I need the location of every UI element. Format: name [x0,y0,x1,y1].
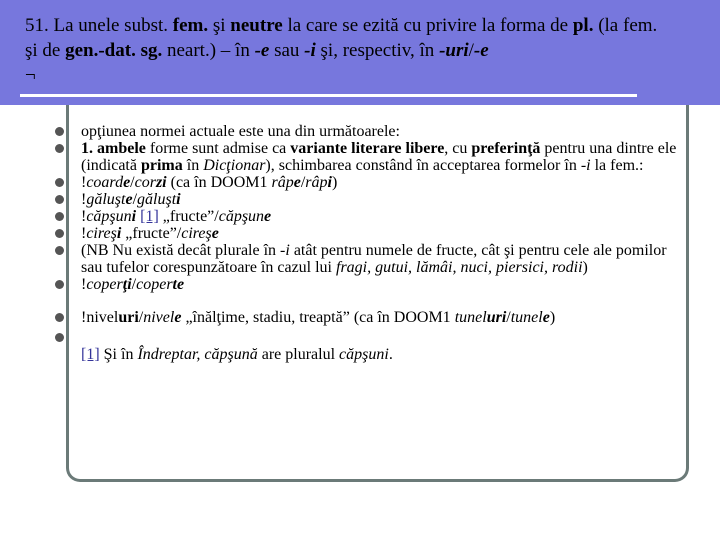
footnote-text: are pluralul [257,346,340,363]
spacer [55,293,685,309]
item-text: e [125,191,133,208]
bullet-icon [55,333,64,342]
title-text: fem. [172,15,209,36]
bullet-icon [55,127,64,136]
item-text: căpşun [86,208,132,225]
footnote-text: Şi în [99,346,138,363]
item-text: e [264,208,272,225]
item-text: ) [331,174,338,191]
bullet-icon [55,195,64,204]
footnote-link[interactable]: [1] [140,208,159,225]
item-text: coper [86,276,123,293]
footnote-text: căpşuni [339,346,389,363]
title-text: la care se ezită cu privire la forma de [282,15,573,36]
slide-title [25,13,665,88]
item-text: (ca în DOOM1 [166,174,272,191]
item-text: râp [271,174,294,191]
item-text: uri [486,309,507,326]
item-text: fragi, gutui, lămâi, nuci, piersici, rodii [336,259,583,276]
title-text: 51. La unele subst. [25,15,173,36]
title-text: sau [269,40,305,61]
item-text: 1. ambele [81,140,146,157]
list-item [55,225,685,242]
item-text: i [116,225,122,242]
item-text: cireş [181,225,212,242]
item-text: ), schimbarea constând în acceptarea formelor în [265,157,581,174]
list-item [55,208,685,225]
item-text: Dicţionar [203,157,266,174]
item-text: te [172,276,185,293]
list-item [55,140,685,174]
item-text: râp [305,174,328,191]
bullet-icon [55,178,64,187]
bullet-icon [55,212,64,221]
bullet-icon [55,246,64,255]
item-text: i [176,191,181,208]
title-text: -uri [439,40,469,61]
item-text: „fructe”/ [158,208,219,225]
item-text: forme sunt admise ca [145,140,291,157]
title-text: -e [254,40,270,61]
item-text: / [300,174,306,191]
item-text: (NB Nu există decât plurale în [81,242,281,259]
item-text: pentru una dintre ele (indicată [81,140,677,174]
header-divider [20,94,637,97]
title-text: ¬ [25,65,36,86]
item-text: uri [118,309,139,326]
item-text: coper [136,276,173,293]
item-text: / [132,191,138,208]
slide-header [0,0,720,105]
list-item [55,309,685,326]
item-text: ) [549,309,556,326]
item-text: „înălţime, stadiu, treaptă” (ca în DOOM1 [181,309,455,326]
title-text: (la fem. şi de [25,15,658,61]
footnote-item [55,329,685,363]
title-text: -i [304,40,316,61]
list-item [55,242,685,276]
item-text: e [174,309,182,326]
item-text: e [211,225,219,242]
item-text: nivel [143,309,175,326]
title-text: -e [473,40,489,61]
item-text: e [293,174,301,191]
title-text: neutre [230,15,283,36]
item-text: variante literare libere [290,140,445,157]
item-text: găluşt [137,191,177,208]
item-text: tunel [510,309,543,326]
title-text: neart.) – în [162,40,255,61]
item-text: prima [140,157,183,174]
item-text: , cu [444,140,472,157]
item-text: ! [81,225,87,242]
bullet-icon [55,144,64,153]
list-item [55,191,685,208]
item-text: !nivel [81,309,119,326]
bullet-icon [55,280,64,289]
item-text: zi [155,174,167,191]
item-text: ţi [122,276,132,293]
item-text: în [182,157,204,174]
item-text: coard [86,174,124,191]
item-text: i [131,208,137,225]
item-text: căpşun [218,208,265,225]
item-text: cor [134,174,156,191]
bullet-icon [55,313,64,322]
item-text: e [123,174,131,191]
footnote-text: Îndreptar, căpşună [137,346,258,363]
list-item [55,276,685,293]
item-text: „fructe”/ [121,225,182,242]
item-text: la fem.: [590,157,644,174]
list-item [55,123,685,140]
bullet-icon [55,229,64,238]
item-text: ! [81,174,87,191]
item-text: e [542,309,550,326]
item-text: găluşt [86,191,126,208]
footnote-link[interactable]: [1] [81,346,100,363]
title-text: pl. [572,15,594,36]
item-text: tunel [454,309,487,326]
title-text: şi [208,15,231,36]
item-text: ! [81,276,87,293]
bullet-list [55,123,685,363]
item-text: ) [582,259,588,276]
item-text: -i [280,242,290,259]
item-text: -i [580,157,591,174]
list-item [55,174,685,191]
item-text: cireş [86,225,117,242]
footnote-text: . [388,346,393,363]
item-text: ! [81,208,87,225]
item-text: i [327,174,332,191]
item-text: preferinţă [471,140,541,157]
item-text: atât pentru numele de fructe, cât şi pentru cele ale pomilor sau tufelor corespunzătoare în cazul lui [81,242,667,276]
item-text: / [131,276,137,293]
item-text: ! [81,191,87,208]
title-text: gen.-dat. sg. [65,40,163,61]
item-text: / [130,174,135,191]
item-text: / [506,309,511,326]
title-text: şi, respectiv, în [315,40,440,61]
title-text: / [468,40,474,61]
item-text: / [138,309,144,326]
item-text: opţiunea normei actuale este una din următoarele: [81,123,400,140]
